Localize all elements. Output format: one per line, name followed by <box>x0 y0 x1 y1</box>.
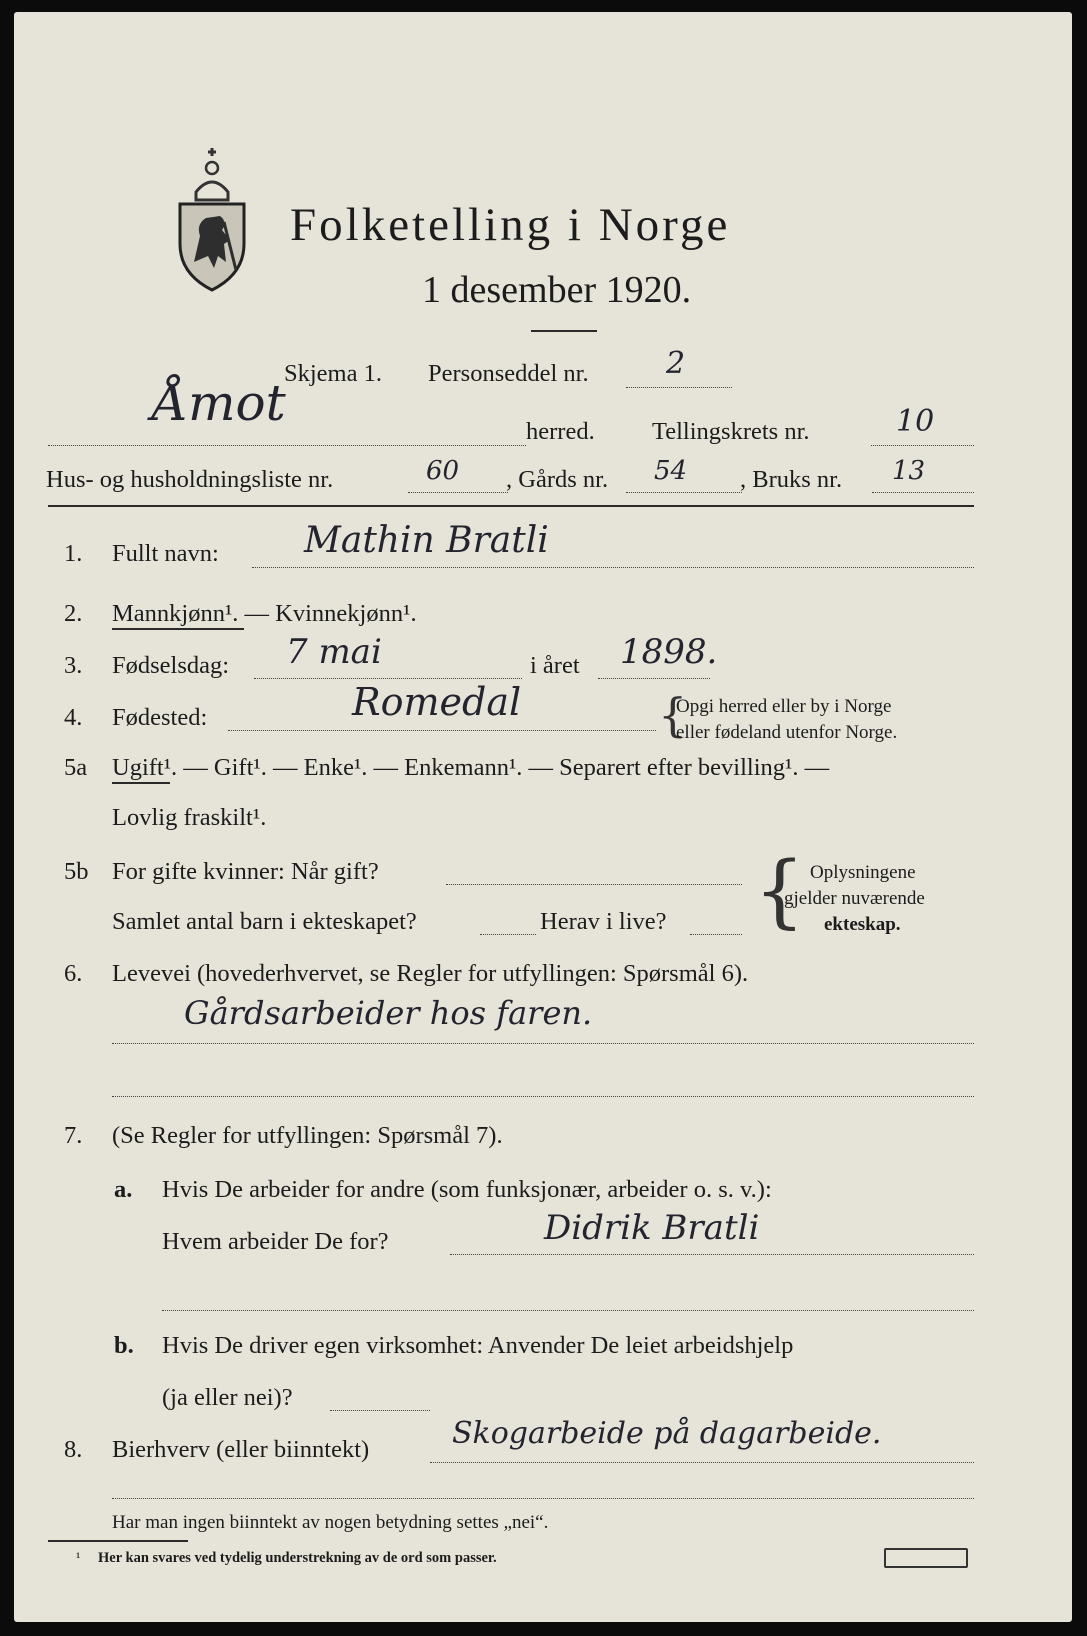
q3-year-value: 1898. <box>620 632 718 672</box>
q1-label: Fullt navn: <box>112 540 219 567</box>
q8-number: 8. <box>64 1436 83 1463</box>
q2-label: Mannkjønn¹. — Kvinnekjønn¹. <box>112 600 417 627</box>
q2-number: 2. <box>64 600 83 627</box>
q7-number: 7. <box>64 1122 83 1149</box>
q7a-line1: Hvis De arbeider for andre (som funksjonær, arbeider o. s. v.): <box>162 1176 772 1203</box>
q5b-note1: Oplysningene <box>810 862 916 883</box>
q5b-married-line <box>446 884 742 885</box>
q5b-line2a: Samlet antal barn i ekteskapet? <box>112 908 417 935</box>
q5b-note2: gjelder nuværende <box>784 888 925 909</box>
q6-number: 6. <box>64 960 83 987</box>
q7b-line1: Hvis De driver egen virksomhet: Anvender De leiet arbeidshjelp <box>162 1332 794 1359</box>
skjema-label: Skjema 1. <box>284 360 382 387</box>
hus-value: 60 <box>426 456 460 486</box>
header-divider <box>48 505 974 507</box>
q4-note-brace: { <box>658 688 688 742</box>
personseddel-value: 2 <box>666 346 686 381</box>
q3-day-value: 7 mai <box>286 632 382 672</box>
q5b-note-brace: { <box>754 844 805 937</box>
q5a-line1: Ugift¹. — Gift¹. — Enke¹. — Enkemann¹. — Separert efter bevilling¹. — <box>112 754 830 781</box>
gards-line <box>626 492 742 493</box>
q4-note-line1: Opgi herred eller by i Norge <box>676 696 892 717</box>
q1-number: 1. <box>64 540 83 567</box>
q7a-letter: a. <box>114 1176 133 1203</box>
footer-note: Har man ingen biinntekt av nogen betydning settes „nei“. <box>112 1512 549 1533</box>
coat-of-arms-icon <box>166 144 258 294</box>
q4-value: Romedal <box>352 680 522 724</box>
q5b-line1: For gifte kvinner: Når gift? <box>112 858 379 885</box>
q8-line <box>430 1462 974 1463</box>
hus-line <box>408 492 508 493</box>
q7-label: (Se Regler for utfyllingen: Spørsmål 7). <box>112 1122 503 1149</box>
tellingskrets-line <box>871 445 974 446</box>
q3-label: Fødselsdag: <box>112 652 230 679</box>
printer-stamp-icon <box>884 1548 968 1568</box>
q7b-line <box>330 1410 430 1411</box>
census-form <box>14 12 1072 1622</box>
q6-line2 <box>112 1096 974 1097</box>
q5b-alive-line <box>690 934 742 935</box>
q1-line <box>252 567 974 568</box>
form-date: 1 desember 1920. <box>422 269 692 311</box>
herred-label: herred. <box>526 418 595 445</box>
q1-value: Mathin Bratli <box>304 520 549 561</box>
herred-line <box>48 445 526 446</box>
q5b-note3: ekteskap. <box>824 914 901 935</box>
q4-line <box>228 730 656 731</box>
q5b-children-line <box>480 934 536 935</box>
q7b-letter: b. <box>114 1332 134 1359</box>
tellingskrets-label: Tellingskrets nr. <box>652 418 810 445</box>
q4-label: Fødested: <box>112 704 208 731</box>
q2-underline-mannkjonn <box>112 628 244 630</box>
q6-value: Gårdsarbeider hos faren. <box>184 994 593 1032</box>
footnote-mark: ¹ <box>76 1550 81 1566</box>
bruks-line <box>872 492 974 493</box>
q7a-line <box>450 1254 974 1255</box>
personseddel-line <box>626 387 732 388</box>
footnote-divider <box>48 1540 188 1542</box>
q5b-number: 5b <box>64 858 89 885</box>
q6-line1 <box>112 1043 974 1044</box>
q5b-line2b: Herav i live? <box>540 908 667 935</box>
personseddel-label: Personseddel nr. <box>428 360 589 387</box>
q7a-line2: Hvem arbeider De for? <box>162 1228 389 1255</box>
q8-label: Bierhverv (eller biinntekt) <box>112 1436 370 1463</box>
title-divider <box>531 330 597 332</box>
q7a-line2-blank <box>162 1310 974 1311</box>
bruks-value: 13 <box>892 456 926 486</box>
q4-number: 4. <box>64 704 83 731</box>
q3-year-line <box>598 678 710 679</box>
gards-label: , Gårds nr. <box>506 466 609 493</box>
hus-label: Hus- og husholdningsliste nr. <box>46 466 334 493</box>
q6-label: Levevei (hovederhvervet, se Regler for utfyllingen: Spørsmål 6). <box>112 960 749 987</box>
q7b-line2: (ja eller nei)? <box>162 1384 293 1411</box>
q3-number: 3. <box>64 652 83 679</box>
q8-line2 <box>112 1498 974 1499</box>
gards-value: 54 <box>654 456 688 486</box>
q5a-underline-ugift <box>112 782 170 784</box>
q4-note-line2: eller fødeland utenfor Norge. <box>676 722 898 743</box>
bruks-label: , Bruks nr. <box>740 466 843 493</box>
footnote-text: Her kan svares ved tydelig understrekning av de ord som passer. <box>98 1550 497 1566</box>
herred-value: Åmot <box>152 374 286 432</box>
q5a-number: 5a <box>64 754 88 781</box>
q3-year-label: i året <box>530 652 580 679</box>
tellingskrets-value: 10 <box>896 404 935 439</box>
q7a-value: Didrik Bratli <box>544 1208 760 1248</box>
q5a-line2: Lovlig fraskilt¹. <box>112 804 267 831</box>
q8-value: Skogarbeide på dagarbeide. <box>452 1416 882 1451</box>
form-title: Folketelling i Norge <box>290 199 731 251</box>
q3-day-line <box>254 678 522 679</box>
